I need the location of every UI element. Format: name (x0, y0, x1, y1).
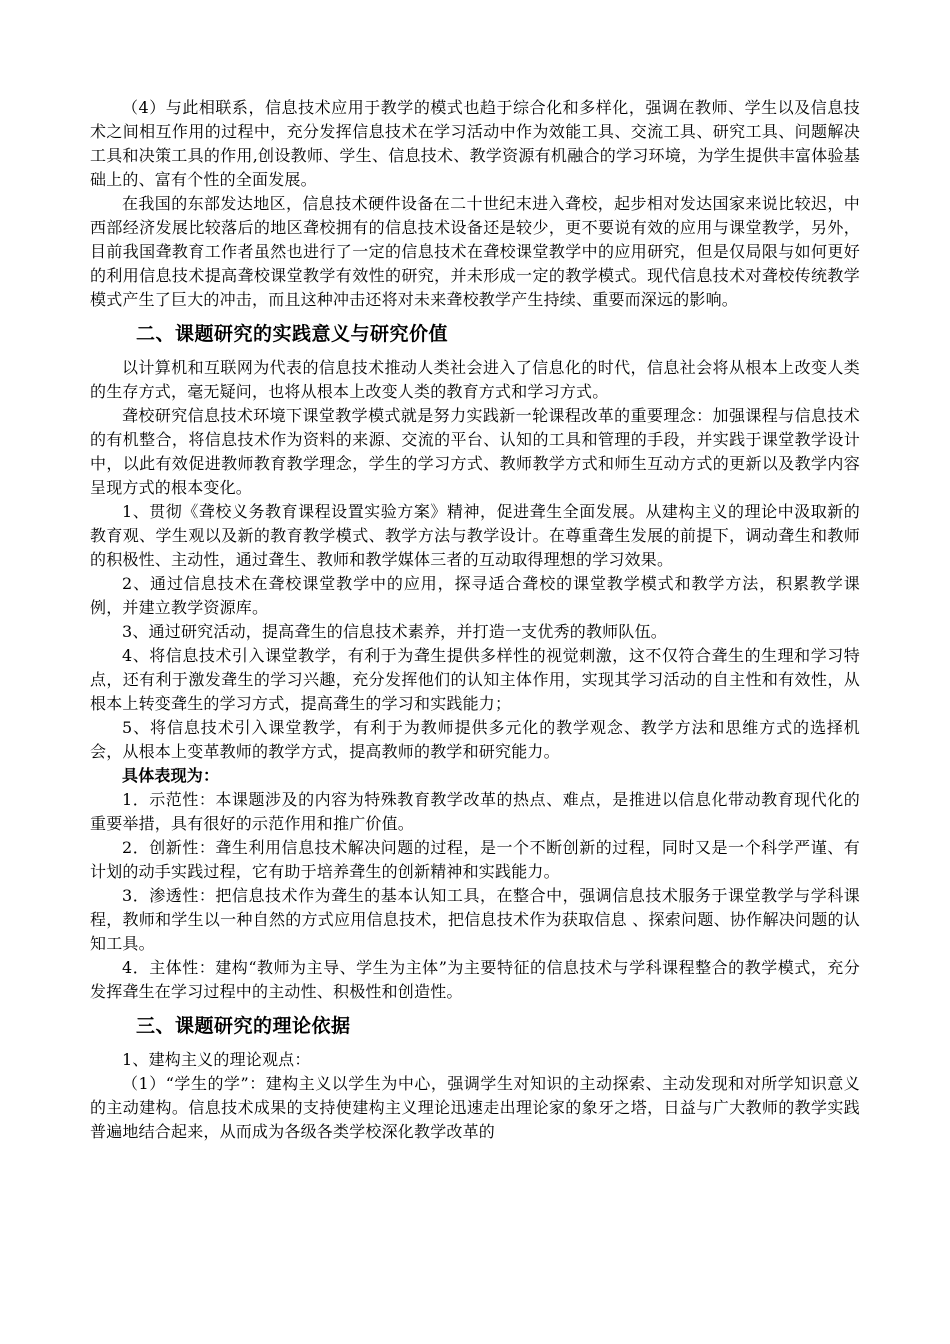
paragraph: 1、贯彻《聋校义务教育课程设置实验方案》精神，促进聋生全面发展。从建构主义的理论中汲取新的教育观、学生观以及新的教育教学模式、教学方法与教学设计。在尊重聋生发展的前提下，调动聋生和教师的积极性、主动性，通过聋生、教师和教学媒体三者的互动取得理想的学习效果。 (90, 502, 860, 569)
list-item: 2．创新性：聋生利用信息技术解决问题的过程，是一个不断创新的过程，同时又是一个科学严谨、有计划的动手实践过程，它有助于培养聋生的创新精神和实践能力。 (90, 838, 860, 881)
paragraph: 5、将信息技术引入课堂教学，有利于为教师提供多元化的教学观念、教学方法和思维方式的选择机会，从根本上变革教师的教学方式，提高教师的教学和研究能力。 (90, 718, 860, 761)
paragraph: （1）“学生的学”：建构主义以学生为中心，强调学生对知识的主动探索、主动发现和对所学知识意义的主动建构。信息技术成果的支持使建构主义理论迅速走出理论家的象牙之塔，日益与广大教师的教学实践普遍地结合起来，从而成为各级各类学校深化教学改革的 (90, 1074, 860, 1141)
paragraph: 4、将信息技术引入课堂教学，有利于为聋生提供多样性的视觉刺激，这不仅符合聋生的生理和学习特点，还有利于激发聋生的学习兴趣，充分发挥他们的认知主体作用，实现其学习活动的自主性和有效性，从根本上转变聋生的学习方式，提高聋生的学习和实践能力； (90, 646, 860, 713)
paragraph: 聋校研究信息技术环境下课堂教学模式就是努力实践新一轮课程改革的重要理念：加强课程与信息技术的有机整合，将信息技术作为资料的来源、交流的平台、认知的工具和管理的手段，并实践于课堂教学设计中，以此有效促进教师教育教学理念，学生的学习方式、教师教学方式和师生互动方式的更新以及教学内容呈现方式的根本变化。 (90, 406, 860, 497)
section-heading: 二、课题研究的实践意义与研究价值 (136, 323, 449, 345)
paragraph: 2、通过信息技术在聋校课堂教学中的应用，探寻适合聋校的课堂教学模式和教学方法，积累教学课例，并建立教学资源库。 (90, 574, 860, 617)
paragraph: 1、建构主义的理论观点： (122, 1050, 311, 1069)
paragraph: 以计算机和互联网为代表的信息技术推动人类社会进入了信息化的时代，信息社会将从根本上改变人类的生存方式，毫无疑问，也将从根本上改变人类的教育方式和学习方式。 (90, 358, 860, 401)
list-item: 4．主体性：建构“教师为主导、学生为主体”为主要特征的信息技术与学科课程整合的教学模式，充分发挥聋生在学习过程中的主动性、积极性和创造性。 (90, 958, 860, 1001)
paragraph: （4）与此相联系，信息技术应用于教学的模式也趋于综合化和多样化，强调在教师、学生以及信息技术之间相互作用的过程中，充分发挥信息技术在学习活动中作为效能工具、交流工具、研究工具、问题解决工具和决策工具的作用,创设教师、学生、信息技术、教学资源有机融合的学习环境，为学生提供丰富体验基础上的、富有个性的全面发展。 (90, 98, 860, 189)
paragraph: 在我国的东部发达地区，信息技术硬件设备在二十世纪末进入聋校，起步相对发达国家来说比较迟，中西部经济发展比较落后的地区聋校拥有的信息技术设备还是较少，更不要说有效的应用与课堂教学，另外，目前我国聋教育工作者虽然也进行了一定的信息技术在聋校课堂教学中的应用研究，但是仅局限与如何更好的利用信息技术提高聋校课堂教学有效性的研究，并未形成一定的教学模式。现代信息技术对聋校传统教学模式产生了巨大的冲击，而且这种冲击还将对未来聋校教学产生持续、重要而深远的影响。 (90, 194, 860, 309)
list-item: 1．示范性：本课题涉及的内容为特殊教育教学改革的热点、难点，是推进以信息化带动教育现代化的重要举措，具有很好的示范作用和推广价值。 (90, 790, 860, 833)
document-page (90, 96, 860, 1144)
list-item: 3．渗透性：把信息技术作为聋生的基本认知工具，在整合中，强调信息技术服务于课堂教学与学科课程，教师和学生以一种自然的方式应用信息技术，把信息技术作为获取信息 、探索问题、协作解决问题的认知工具。 (90, 886, 860, 953)
section-heading: 三、课题研究的理论依据 (136, 1015, 351, 1037)
paragraph: 3、通过研究活动，提高聋生的信息技术素养，并打造一支优秀的教师队伍。 (122, 622, 667, 641)
subheading: 具体表现为： (122, 766, 220, 785)
